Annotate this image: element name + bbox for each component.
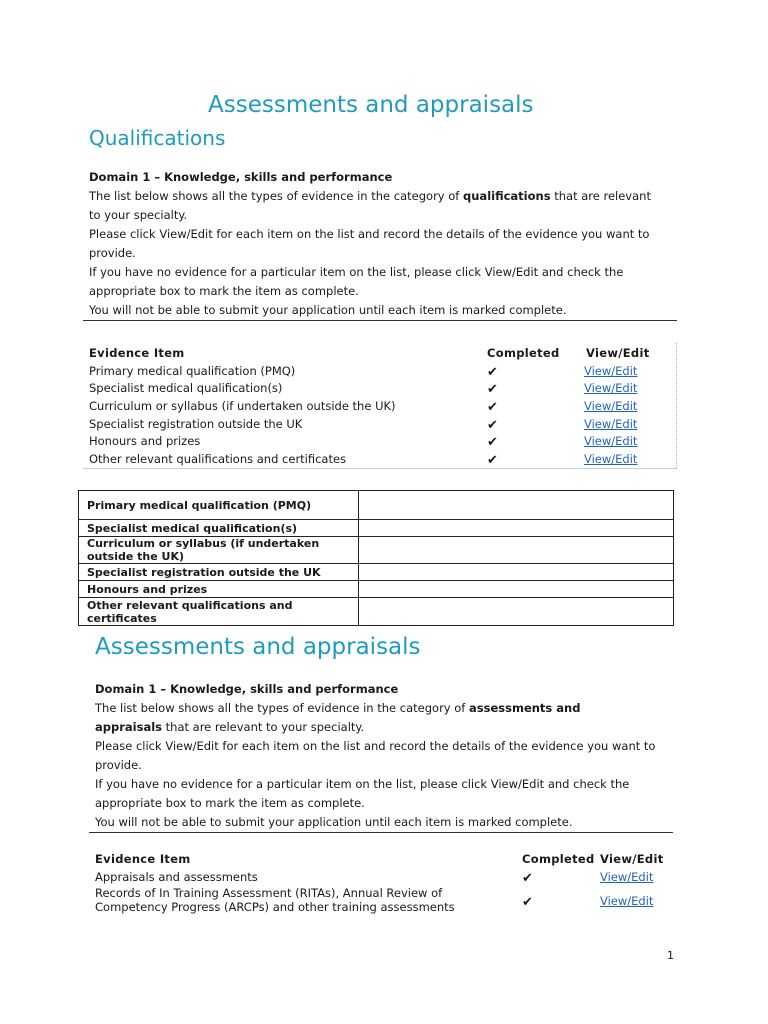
summary-value-cell[interactable] bbox=[359, 581, 674, 598]
divider bbox=[89, 832, 673, 833]
table-row bbox=[79, 564, 674, 581]
instruction-click-line2: provide. bbox=[89, 246, 136, 260]
table-row bbox=[79, 598, 674, 626]
table-border bbox=[676, 343, 677, 468]
view-edit-link[interactable]: View/Edit bbox=[584, 399, 638, 413]
instruction-no-evidence-line2: appropriate box to mark the item as complete. bbox=[95, 796, 365, 810]
evidence-item: Records of In Training Assessment (RITAs), Annual Review of Competency Progress (ARCPs) and other training assessments bbox=[95, 886, 455, 914]
col-header-completed: Completed bbox=[487, 346, 560, 360]
page-title: Assessments and appraisals bbox=[208, 92, 534, 118]
evidence-item: Honours and prizes bbox=[89, 434, 201, 448]
col-header-completed: Completed bbox=[522, 852, 595, 866]
instruction-click-line2: provide. bbox=[95, 758, 142, 772]
view-edit-link[interactable]: View/Edit bbox=[584, 434, 638, 448]
checkmark-icon: ✔ bbox=[487, 418, 498, 433]
summary-value-cell[interactable] bbox=[359, 520, 674, 537]
summary-table bbox=[78, 490, 674, 626]
instruction-no-evidence-line2: appropriate box to mark the item as complete. bbox=[89, 284, 359, 298]
col-header-view-edit: View/Edit bbox=[600, 852, 664, 866]
checkmark-icon: ✔ bbox=[487, 435, 498, 450]
summary-label: Primary medical qualification (PMQ) bbox=[79, 491, 359, 520]
evidence-item: Curriculum or syllabus (if undertaken outside the UK) bbox=[89, 399, 396, 413]
view-edit-link[interactable]: View/Edit bbox=[600, 870, 654, 884]
page-number: 1 bbox=[667, 949, 674, 962]
intro-paragraph-line2: to your specialty. bbox=[89, 208, 188, 222]
summary-value-cell[interactable] bbox=[359, 598, 674, 626]
section-heading-qualifications: Qualifications bbox=[89, 126, 226, 150]
table-bottom-rule bbox=[83, 468, 677, 469]
view-edit-link[interactable]: View/Edit bbox=[584, 381, 638, 395]
checkmark-icon: ✔ bbox=[522, 895, 533, 910]
evidence-item: Appraisals and assessments bbox=[95, 870, 258, 884]
domain-label: Domain 1 – Knowledge, skills and performance bbox=[89, 170, 393, 184]
submit-notice: You will not be able to submit your application until each item is marked complete. bbox=[95, 815, 573, 829]
evidence-item: Primary medical qualification (PMQ) bbox=[89, 364, 296, 378]
divider bbox=[83, 320, 677, 321]
table-row bbox=[79, 520, 674, 537]
intro-paragraph: The list below shows all the types of evidence in the category of assessments and bbox=[95, 701, 581, 715]
view-edit-link[interactable]: View/Edit bbox=[584, 417, 638, 431]
instruction-no-evidence: If you have no evidence for a particular item on the list, please click View/Edit and check the bbox=[95, 777, 630, 791]
instruction-click: Please click View/Edit for each item on the list and record the details of the evidence you want to bbox=[95, 739, 656, 753]
domain-label: Domain 1 – Knowledge, skills and performance bbox=[95, 682, 399, 696]
checkmark-icon: ✔ bbox=[487, 365, 498, 380]
intro-paragraph-line2: appraisals that are relevant to your specialty. bbox=[95, 720, 365, 734]
table-row bbox=[79, 491, 674, 520]
summary-value-cell[interactable] bbox=[359, 564, 674, 581]
evidence-item: Specialist medical qualification(s) bbox=[89, 381, 283, 395]
table-row bbox=[79, 581, 674, 598]
summary-value-cell[interactable] bbox=[359, 491, 674, 520]
view-edit-link[interactable]: View/Edit bbox=[584, 364, 638, 378]
summary-value-cell[interactable] bbox=[359, 537, 674, 564]
instruction-click: Please click View/Edit for each item on the list and record the details of the evidence you want to bbox=[89, 227, 650, 241]
section-heading-assessments: Assessments and appraisals bbox=[95, 634, 421, 660]
summary-label: Other relevant qualifications and certificates bbox=[79, 598, 359, 626]
intro-paragraph: The list below shows all the types of evidence in the category of qualifications that are relevant bbox=[89, 189, 651, 203]
submit-notice: You will not be able to submit your application until each item is marked complete. bbox=[89, 303, 567, 317]
checkmark-icon: ✔ bbox=[522, 871, 533, 886]
summary-label: Curriculum or syllabus (if undertaken outside the UK) bbox=[79, 537, 359, 564]
col-header-evidence-item: Evidence Item bbox=[89, 346, 185, 360]
table-row bbox=[79, 537, 674, 564]
col-header-view-edit: View/Edit bbox=[586, 346, 650, 360]
col-header-evidence-item: Evidence Item bbox=[95, 852, 191, 866]
summary-label: Honours and prizes bbox=[79, 581, 359, 598]
evidence-item: Specialist registration outside the UK bbox=[89, 417, 303, 431]
view-edit-link[interactable]: View/Edit bbox=[584, 452, 638, 466]
view-edit-link[interactable]: View/Edit bbox=[600, 894, 654, 908]
checkmark-icon: ✔ bbox=[487, 453, 498, 468]
checkmark-icon: ✔ bbox=[487, 400, 498, 415]
summary-label: Specialist registration outside the UK bbox=[79, 564, 359, 581]
evidence-item: Other relevant qualifications and certificates bbox=[89, 452, 347, 466]
instruction-no-evidence: If you have no evidence for a particular item on the list, please click View/Edit and check the bbox=[89, 265, 624, 279]
checkmark-icon: ✔ bbox=[487, 382, 498, 397]
summary-label: Specialist medical qualification(s) bbox=[79, 520, 359, 537]
